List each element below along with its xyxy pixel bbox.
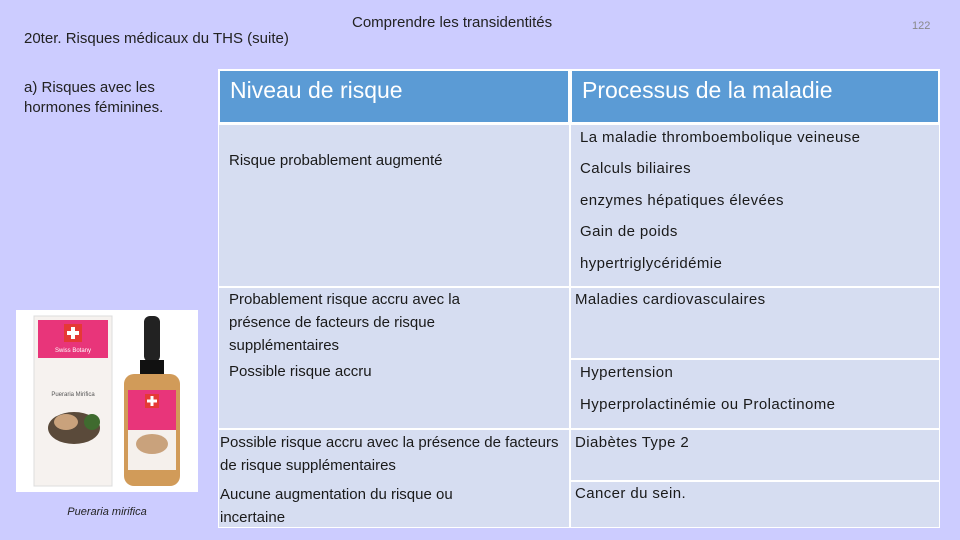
slide-title: 20ter. Risques médicaux du THS (suite) (24, 30, 289, 47)
process-cell-1 (570, 124, 940, 287)
process-item: hypertriglycéridémie (580, 255, 723, 272)
risk-cell-1 (218, 124, 570, 287)
risk-cell-3 (218, 429, 570, 528)
product-image (16, 310, 198, 492)
header-risk-level-label: Niveau de risque (230, 77, 403, 103)
process-item: Cancer du sein. (575, 485, 687, 502)
process-cell-2a (570, 287, 940, 359)
box-brand-text: Swiss Botany (54, 348, 92, 354)
process-item: Calculs biliaires (580, 160, 692, 177)
header-disease-process-label: Processus de la maladie (582, 77, 833, 103)
process-item: enzymes hépatiques élevées (580, 192, 784, 209)
page-number: 122 (912, 20, 931, 32)
risk-text: Aucune augmentation du risque ou incertaine (220, 486, 453, 526)
risk-table (218, 69, 940, 528)
risk-text: Risque probablement augmenté (229, 152, 443, 169)
process-item: Gain de poids (580, 223, 678, 240)
process-item: Hyperprolactinémie ou Prolactinome (580, 396, 836, 413)
process-item: La maladie thromboembolique veineuse (580, 129, 861, 146)
process-cell-3b (570, 481, 940, 528)
product-illustration (16, 310, 198, 492)
process-item: Maladies cardiovasculaires (575, 291, 766, 308)
risk-text: Possible risque accru (229, 363, 372, 380)
header-risk-level (218, 69, 570, 124)
presentation-title: Comprendre les transidentités (352, 14, 553, 31)
section-subtitle: a) Risques avec les hormones féminines. (24, 79, 164, 116)
header-disease-process (570, 69, 940, 124)
risk-text: Possible risque accru avec la présence de facteurs de risque supplémentaires (220, 434, 559, 474)
process-cell-2b (570, 359, 940, 429)
process-item: Diabètes Type 2 (575, 434, 690, 451)
process-item: Hypertension (580, 364, 674, 381)
process-cell-3a (570, 429, 940, 481)
risk-cell-2 (218, 287, 570, 429)
box-product-text: Pueraria Mirifica (51, 392, 95, 398)
risk-text: Probablement risque accru avec la présence de facteurs de risque supplémentaires (229, 291, 460, 354)
image-caption: Pueraria mirifica (67, 506, 147, 518)
